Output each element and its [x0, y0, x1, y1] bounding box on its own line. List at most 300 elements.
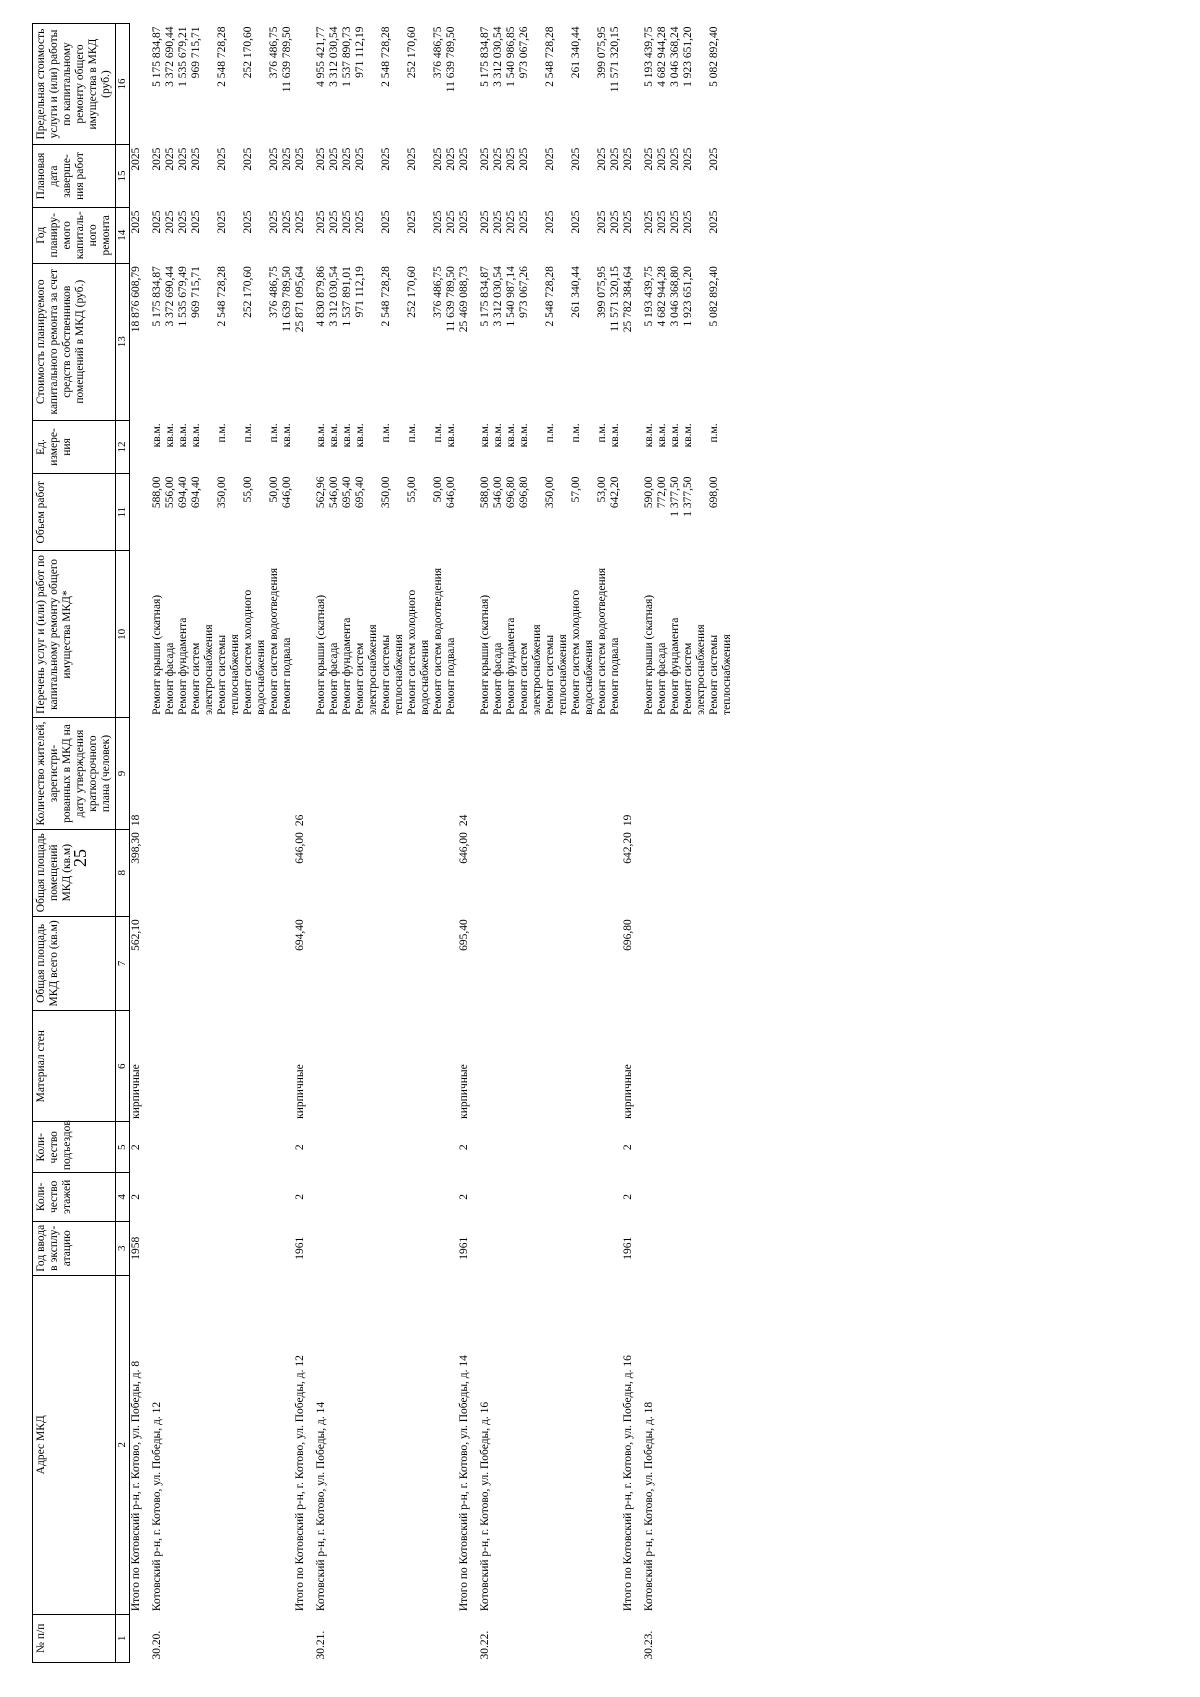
work-cost: 1 537 891,01 — [341, 266, 353, 327]
work-cost: 4 830 879,86 — [315, 266, 327, 327]
work-name: Ремонт крыши (скатная) — [643, 594, 655, 715]
residents: 26 — [294, 814, 306, 827]
work-volume: 694,40 — [190, 476, 202, 509]
work-unit: п.м. — [268, 423, 280, 443]
column-number: 4 — [116, 1173, 130, 1221]
item-number: 30.20. — [151, 1630, 163, 1660]
work-volume: 695,40 — [341, 476, 353, 509]
plan-year: 2025 — [268, 210, 280, 234]
end-year: 2025 — [544, 147, 556, 171]
plan-year: 2025 — [328, 210, 340, 234]
total-row — [622, 24, 635, 1663]
work-cost: 3 312 030,54 — [492, 266, 504, 327]
entrances: 2 — [294, 1144, 306, 1151]
column-number: 16 — [116, 24, 130, 145]
end-year: 2025 — [354, 147, 366, 171]
area-total: 695,40 — [458, 919, 470, 951]
limit-cost: 3 046 368,24 — [669, 26, 681, 87]
limit-cost: 399 075,95 — [596, 26, 608, 79]
limit-cost: 252 170,60 — [242, 26, 254, 79]
work-cost: 1 535 679,49 — [177, 266, 189, 327]
plan-year: 2025 — [380, 210, 392, 234]
work-row — [380, 24, 406, 1663]
work-name: Ремонт системы теплоснабжения — [708, 634, 733, 715]
area-total: 562,10 — [130, 919, 142, 951]
end-year: 2025 — [458, 147, 470, 171]
work-row — [596, 24, 609, 1663]
plan-year: 2025 — [315, 210, 327, 234]
work-name: Ремонт фундамента — [669, 617, 681, 715]
work-cost: 252 170,60 — [242, 266, 254, 318]
limit-cost: 261 340,44 — [570, 26, 582, 79]
work-volume: 562,96 — [315, 476, 327, 509]
work-row — [492, 24, 505, 1663]
work-row — [669, 24, 682, 1663]
work-volume: 350,00 — [380, 476, 392, 509]
wall-material: кирпичные — [622, 1064, 634, 1119]
end-year: 2025 — [643, 147, 655, 171]
total-cost: 25 782 384,64 — [622, 266, 634, 333]
work-name: Ремонт подвала — [281, 637, 293, 715]
work-volume: 350,00 — [216, 476, 228, 509]
work-row — [190, 24, 216, 1663]
column-number: 8 — [116, 829, 130, 916]
limit-cost: 376 486,75 — [432, 26, 444, 79]
year-built: 1961 — [458, 1236, 470, 1260]
column-number: 10 — [116, 551, 130, 718]
work-cost: 3 312 030,54 — [328, 266, 340, 327]
work-cost: 376 486,75 — [432, 266, 444, 318]
plan-year: 2025 — [177, 210, 189, 234]
item-number: 30.23. — [643, 1630, 655, 1660]
column-number: 15 — [116, 145, 130, 208]
floors: 2 — [458, 1193, 470, 1200]
end-year: 2025 — [294, 147, 306, 171]
work-name: Ремонт фундамента — [505, 617, 517, 715]
entrances: 2 — [130, 1144, 142, 1151]
work-name: Ремонт систем водоотведения — [596, 567, 608, 715]
total-row — [130, 24, 144, 1663]
limit-cost: 4 955 421,77 — [315, 26, 327, 87]
spacer-row — [307, 24, 315, 1663]
work-row — [570, 24, 596, 1663]
work-volume: 55,00 — [242, 476, 254, 503]
plan-year: 2025 — [445, 210, 457, 234]
total-cost: 25 871 095,64 — [294, 266, 306, 333]
work-unit: кв.м. — [518, 423, 530, 448]
total-row — [458, 24, 471, 1663]
work-unit: п.м. — [216, 423, 228, 443]
work-cost: 1 923 651,20 — [682, 266, 694, 327]
work-volume: 696,80 — [518, 476, 530, 509]
header-cell: Материал стен — [33, 1011, 116, 1122]
work-cost: 5 082 892,40 — [708, 266, 720, 327]
header-cell: Год планиру- емого капиталь- ного ремонта — [33, 207, 116, 263]
plan-year: 2025 — [406, 210, 418, 234]
end-year: 2025 — [432, 147, 444, 171]
floors: 2 — [130, 1193, 142, 1200]
work-cost: 969 715,71 — [190, 266, 202, 318]
header-cell: Объем работ — [33, 474, 116, 551]
column-number: 13 — [116, 263, 130, 420]
plan-year: 2025 — [609, 210, 621, 234]
end-year: 2025 — [406, 147, 418, 171]
work-cost: 399 075,95 — [596, 266, 608, 318]
end-year: 2025 — [328, 147, 340, 171]
work-row — [216, 24, 242, 1663]
area-premises: 646,00 — [294, 832, 306, 864]
address: Котовский р-н, г. Котово, ул. Победы, д. 12 — [151, 1401, 163, 1612]
column-number: 7 — [116, 916, 130, 1010]
header-cell: Перечень услуг и (или) работ по капитальному ремонту общего имущества МКД* — [33, 551, 116, 718]
work-volume: 642,20 — [609, 476, 621, 509]
work-volume: 350,00 — [544, 476, 556, 509]
work-cost: 1 540 987,14 — [505, 266, 517, 327]
work-volume: 695,40 — [354, 476, 366, 509]
plan-year: 2025 — [242, 210, 254, 234]
end-year: 2025 — [596, 147, 608, 171]
end-year: 2025 — [518, 147, 530, 171]
limit-cost: 1 537 890,73 — [341, 26, 353, 87]
limit-cost: 1 535 679,21 — [177, 26, 189, 87]
plan-year: 2025 — [216, 210, 228, 234]
work-volume: 1 377,50 — [669, 476, 681, 517]
end-year: 2025 — [216, 147, 228, 171]
limit-cost: 4 682 944,28 — [656, 26, 668, 87]
work-name: Ремонт крыши (скатная) — [479, 594, 491, 715]
work-unit: п.м. — [432, 423, 444, 443]
work-volume: 53,00 — [596, 476, 608, 503]
work-name: Ремонт систем водоотведения — [432, 567, 444, 715]
work-row — [445, 24, 458, 1663]
plan-year: 2025 — [458, 210, 470, 234]
plan-year: 2025 — [130, 210, 142, 234]
residents: 24 — [458, 814, 470, 827]
work-volume: 772,00 — [656, 476, 668, 509]
plan-year: 2025 — [505, 210, 517, 234]
work-volume: 588,00 — [151, 476, 163, 509]
work-row — [164, 24, 177, 1663]
plan-year: 2025 — [518, 210, 530, 234]
work-volume: 57,00 — [570, 476, 582, 503]
wall-material: кирпичные — [130, 1064, 142, 1119]
work-cost: 5 175 834,87 — [151, 266, 163, 327]
work-name: Ремонт систем электроснабжения — [682, 624, 707, 715]
spacer-row — [143, 24, 151, 1663]
total-label: Итого по Котовский р-н, г. Котово, ул. Победы, д. 16 — [622, 1355, 634, 1612]
address: Котовский р-н, г. Котово, ул. Победы, д. 14 — [315, 1401, 327, 1612]
header-cell: Год ввода в эксплу- атацию — [33, 1221, 116, 1275]
work-volume: 696,80 — [505, 476, 517, 509]
work-name: Ремонт фасада — [492, 642, 504, 715]
work-unit: кв.м. — [328, 423, 340, 448]
total-label: Итого по Котовский р-н, г. Котово, ул. Победы, д. 14 — [458, 1355, 470, 1612]
work-row — [505, 24, 518, 1663]
work-name: Ремонт системы теплоснабжения — [544, 634, 569, 715]
work-name: Ремонт подвала — [445, 637, 457, 715]
end-year: 2025 — [130, 147, 142, 171]
work-cost: 2 548 728,28 — [544, 266, 556, 327]
limit-cost: 1 923 651,20 — [682, 26, 694, 87]
end-year: 2025 — [151, 147, 163, 171]
work-name: Ремонт систем холодного водоснабжения — [406, 589, 431, 715]
year-built: 1958 — [130, 1236, 142, 1260]
work-row — [609, 24, 622, 1663]
work-row — [341, 24, 354, 1663]
work-cost: 2 548 728,28 — [380, 266, 392, 327]
work-name: Ремонт систем электроснабжения — [518, 624, 543, 715]
limit-cost: 11 639 789,50 — [281, 26, 293, 93]
work-volume: 698,00 — [708, 476, 720, 509]
plan-year: 2025 — [643, 210, 655, 234]
work-row — [643, 24, 656, 1663]
column-number: 12 — [116, 420, 130, 473]
column-number: 6 — [116, 1011, 130, 1122]
work-volume: 590,00 — [643, 476, 655, 509]
work-name: Ремонт систем водоотведения — [268, 567, 280, 715]
total-row — [294, 24, 307, 1663]
work-name: Ремонт крыши (скатная) — [315, 594, 327, 715]
end-year: 2025 — [315, 147, 327, 171]
plan-year: 2025 — [492, 210, 504, 234]
header-cell: Адрес МКД — [33, 1275, 116, 1614]
wall-material: кирпичные — [458, 1064, 470, 1119]
floors: 2 — [294, 1193, 306, 1200]
work-cost: 11 639 789,50 — [281, 266, 293, 332]
limit-cost: 5 193 439,75 — [643, 26, 655, 87]
end-year: 2025 — [380, 147, 392, 171]
column-number: 2 — [116, 1275, 130, 1614]
column-number: 11 — [116, 474, 130, 551]
header-cell: Общая площадь МКД всего (кв.м) — [33, 916, 116, 1010]
limit-cost: 1 540 986,85 — [505, 26, 517, 87]
work-unit: п.м. — [242, 423, 254, 443]
work-unit: кв.м. — [281, 423, 293, 448]
entrances: 2 — [458, 1144, 470, 1151]
work-volume: 646,00 — [281, 476, 293, 509]
work-row — [268, 24, 281, 1663]
work-name: Ремонт фасада — [164, 642, 176, 715]
item-number: 30.22. — [479, 1630, 491, 1660]
column-number: 14 — [116, 207, 130, 263]
work-unit: п.м. — [406, 423, 418, 443]
limit-cost: 5 175 834,87 — [151, 26, 163, 87]
limit-cost: 376 486,75 — [268, 26, 280, 79]
work-row — [479, 24, 492, 1663]
limit-cost: 2 548 728,28 — [380, 26, 392, 87]
work-unit: кв.м. — [190, 423, 202, 448]
spacer-row — [471, 24, 479, 1663]
header-cell: № п/п — [33, 1614, 116, 1662]
work-name: Ремонт систем электроснабжения — [190, 624, 215, 715]
work-name: Ремонт фасада — [656, 642, 668, 715]
limit-cost: 973 067,26 — [518, 26, 530, 79]
work-row — [656, 24, 669, 1663]
end-year: 2025 — [570, 147, 582, 171]
header-cell: Стоимость планируемого капитального ремонта за счет средств собственников помещений в МКД (руб.) — [33, 263, 116, 420]
end-year: 2025 — [164, 147, 176, 171]
work-name: Ремонт фасада — [328, 642, 340, 715]
work-name: Ремонт системы теплоснабжения — [380, 634, 405, 715]
work-unit: п.м. — [570, 423, 582, 443]
total-label: Итого по Котовский р-н, г. Котово, ул. Победы, д. 8 — [130, 1360, 142, 1612]
plan-year: 2025 — [682, 210, 694, 234]
year-built: 1961 — [294, 1236, 306, 1260]
work-cost: 261 340,44 — [570, 266, 582, 318]
end-year: 2025 — [682, 147, 694, 171]
header-cell: Предельная стоимость услуги и (или) работы по капитальному ремонту общего имущества в МКД (руб.) — [33, 24, 116, 145]
plan-year: 2025 — [190, 210, 202, 234]
end-year: 2025 — [268, 147, 280, 171]
work-cost: 973 067,26 — [518, 266, 530, 318]
work-cost: 11 571 320,15 — [609, 266, 621, 332]
work-row — [406, 24, 432, 1663]
work-unit: п.м. — [708, 423, 720, 443]
item-number: 30.21. — [315, 1630, 327, 1660]
work-name: Ремонт фундамента — [341, 617, 353, 715]
work-cost: 3 046 368,80 — [669, 266, 681, 327]
residents: 19 — [622, 814, 634, 827]
end-year: 2025 — [177, 147, 189, 171]
work-volume: 1 377,50 — [682, 476, 694, 517]
end-year: 2025 — [656, 147, 668, 171]
column-number: 9 — [116, 718, 130, 829]
work-cost: 376 486,75 — [268, 266, 280, 318]
end-year: 2025 — [492, 147, 504, 171]
work-row — [354, 24, 380, 1663]
plan-year: 2025 — [656, 210, 668, 234]
work-unit: кв.м. — [341, 423, 353, 448]
end-year: 2025 — [479, 147, 491, 171]
work-name: Ремонт крыши (скатная) — [151, 594, 163, 715]
address: Котовский р-н, г. Котово, ул. Победы, д. 16 — [479, 1401, 491, 1612]
work-cost: 2 548 728,28 — [216, 266, 228, 327]
plan-year: 2025 — [354, 210, 366, 234]
column-number: 3 — [116, 1221, 130, 1275]
wall-material: кирпичные — [294, 1064, 306, 1119]
column-number: 1 — [116, 1614, 130, 1662]
work-row — [315, 24, 328, 1663]
work-name: Ремонт подвала — [609, 637, 621, 715]
work-unit: кв.м. — [492, 423, 504, 448]
work-volume: 546,00 — [328, 476, 340, 509]
work-row — [544, 24, 570, 1663]
header-row — [33, 24, 116, 1663]
work-unit: кв.м. — [479, 423, 491, 448]
total-label: Итого по Котовский р-н, г. Котово, ул. Победы, д. 12 — [294, 1355, 306, 1612]
plan-year: 2025 — [151, 210, 163, 234]
plan-year: 2025 — [669, 210, 681, 234]
work-row — [281, 24, 294, 1663]
plan-year: 2025 — [544, 210, 556, 234]
work-row — [177, 24, 190, 1663]
end-year: 2025 — [341, 147, 353, 171]
plan-year: 2025 — [570, 210, 582, 234]
work-unit: кв.м. — [505, 423, 517, 448]
limit-cost: 252 170,60 — [406, 26, 418, 79]
header-cell: Плановая дата заверше- ния работ — [33, 145, 116, 208]
total-cost: 18 876 608,79 — [130, 266, 142, 333]
limit-cost: 5 175 834,87 — [479, 26, 491, 87]
work-unit: п.м. — [544, 423, 556, 443]
year-built: 1961 — [622, 1236, 634, 1260]
plan-year: 2025 — [708, 210, 720, 234]
work-volume: 50,00 — [432, 476, 444, 503]
header-cell: Коли- чество этажей — [33, 1173, 116, 1221]
header-cell: Общая площадь помещений МКД (кв.м) — [33, 829, 116, 916]
end-year: 2025 — [190, 147, 202, 171]
area-premises: 398,30 — [130, 832, 142, 864]
work-cost: 971 112,19 — [354, 266, 366, 318]
work-cost: 4 682 944,28 — [656, 266, 668, 327]
work-row — [682, 24, 708, 1663]
work-cost: 11 639 789,50 — [445, 266, 457, 332]
limit-cost: 11 571 320,15 — [609, 26, 621, 93]
spacer-row — [635, 24, 643, 1663]
work-name: Ремонт систем холодного водоснабжения — [242, 589, 267, 715]
work-unit: кв.м. — [669, 423, 681, 448]
floors: 2 — [622, 1193, 634, 1200]
work-volume: 694,40 — [177, 476, 189, 509]
work-volume: 546,00 — [492, 476, 504, 509]
limit-cost: 3 312 030,54 — [492, 26, 504, 87]
work-unit: кв.м. — [682, 423, 694, 448]
capital-repair-table — [32, 23, 734, 1663]
plan-year: 2025 — [479, 210, 491, 234]
end-year: 2025 — [669, 147, 681, 171]
limit-cost: 2 548 728,28 — [216, 26, 228, 87]
work-unit: кв.м. — [445, 423, 457, 448]
work-unit: кв.м. — [315, 423, 327, 448]
work-volume: 556,00 — [164, 476, 176, 509]
limit-cost: 11 639 789,50 — [445, 26, 457, 93]
plan-year: 2025 — [281, 210, 293, 234]
page-number: 25 — [70, 849, 90, 867]
area-total: 694,40 — [294, 919, 306, 951]
work-name: Ремонт системы теплоснабжения — [216, 634, 241, 715]
area-premises: 646,00 — [458, 832, 470, 864]
header-cell: Количество жителей, зарегистри- рованных в МКД на дату утверждения краткосрочного плана (человек) — [33, 718, 116, 829]
end-year: 2025 — [242, 147, 254, 171]
limit-cost: 3 312 030,54 — [328, 26, 340, 87]
work-name: Ремонт систем электроснабжения — [354, 624, 379, 715]
work-row — [242, 24, 268, 1663]
work-volume: 588,00 — [479, 476, 491, 509]
address: Котовский р-н, г. Котово, ул. Победы, д. 18 — [643, 1401, 655, 1612]
column-number: 5 — [116, 1122, 130, 1173]
plan-year: 2025 — [432, 210, 444, 234]
plan-year: 2025 — [622, 210, 634, 234]
work-volume: 55,00 — [406, 476, 418, 503]
work-cost: 252 170,60 — [406, 266, 418, 318]
work-unit: кв.м. — [164, 423, 176, 448]
work-unit: кв.м. — [643, 423, 655, 448]
plan-year: 2025 — [294, 210, 306, 234]
work-row — [518, 24, 544, 1663]
work-row — [151, 24, 164, 1663]
work-volume: 50,00 — [268, 476, 280, 503]
work-unit: кв.м. — [609, 423, 621, 448]
end-year: 2025 — [445, 147, 457, 171]
work-unit: п.м. — [596, 423, 608, 443]
limit-cost: 3 372 690,44 — [164, 26, 176, 87]
header-cell: Коли- чество подъездов — [33, 1122, 116, 1173]
area-total: 696,80 — [622, 919, 634, 951]
plan-year: 2025 — [341, 210, 353, 234]
work-name: Ремонт фундамента — [177, 617, 189, 715]
limit-cost: 969 715,71 — [190, 26, 202, 79]
header-cell: Ед. измере- ния — [33, 420, 116, 473]
